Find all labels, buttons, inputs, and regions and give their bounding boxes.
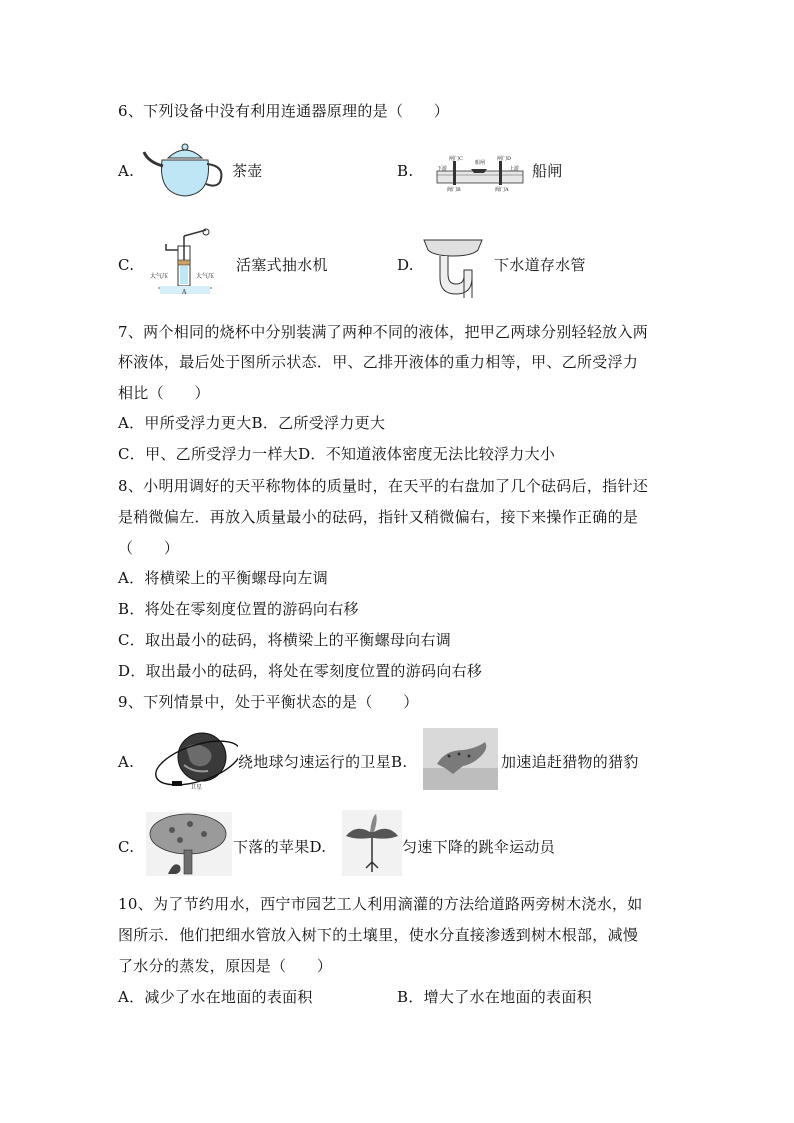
lock-label-boat: 船闸 — [475, 160, 486, 166]
pump-label-right: 大气压 — [196, 273, 215, 280]
q8-option-c: C．取出最小的砝码，将横梁上的平衡螺母向右调 — [118, 631, 452, 649]
q7-options-cd: C．甲、乙所受浮力一样大D．不知道液体密度无法比较浮力大小 — [118, 445, 556, 463]
q6-option-c-text: 活塞式抽水机 — [236, 256, 328, 274]
q7-line-1: 7、两个相同的烧杯中分别装满了两种不同的液体，把甲乙两球分别轻轻放入两 — [118, 323, 649, 341]
teapot-figure — [140, 138, 230, 200]
q10-option-b: B．增大了水在地面的表面积 — [397, 988, 592, 1006]
q10-option-a: A．减少了水在地面的表面积 — [118, 988, 313, 1006]
q7-line-2: 杯液体，最后处于图所示状态．甲、乙排开液体的重力相等，甲、乙所受浮力 — [118, 353, 639, 371]
q9-option-c-text: 下落的苹果D. — [233, 838, 327, 856]
lock-label-downstream: 下游 — [437, 166, 448, 172]
q6-option-d-letter: D. — [397, 256, 414, 274]
q8-line-1: 8、小明用调好的天平称物体的质量时，在天平的右盘加了几个砝码后，指针还 — [118, 477, 649, 495]
satellite-label: 卫星 — [190, 784, 203, 791]
q6-option-a-letter: A. — [118, 162, 135, 180]
piston-pump-figure — [148, 228, 223, 296]
q9-option-a-letter: A. — [118, 753, 135, 771]
q10-line-2: 图所示．他们把细水管放入树下的土壤里，使水分直接渗透到树木根部，减慢 — [118, 926, 639, 944]
apple-tree-figure — [146, 812, 232, 876]
q8-line-2: 是稍微偏左．再放入质量最小的砝码，指针又稍微偏右，接下来操作正确的是 — [118, 508, 639, 526]
q6-option-b-text: 船闸 — [532, 162, 563, 180]
q6-option-c-letter: C. — [118, 256, 135, 274]
q8-line-3: （ ） — [118, 539, 180, 557]
q9-stem: 9、下列情景中，处于平衡状态的是（ ） — [118, 693, 419, 711]
drain-trap-figure — [422, 234, 484, 298]
lock-label-valve-b: 阀门B — [447, 187, 461, 193]
q8-option-a: A．将横梁上的平衡螺母向左调 — [118, 569, 329, 587]
q6-stem: 6、下列设备中没有利用连通器原理的是（ ） — [118, 102, 450, 120]
q8-option-d: D．取出最小的砝码，将处在零刻度位置的游码向右移 — [118, 662, 483, 680]
q6-option-d-text: 下水道存水管 — [494, 256, 586, 274]
satellite-orbit-figure — [146, 725, 238, 797]
q7-line-3: 相比（ ） — [118, 384, 210, 402]
q7-options-ab: A．甲所受浮力更大B．乙所受浮力更大 — [118, 414, 386, 432]
lock-label-gate-c: 闸门C — [449, 156, 463, 162]
q9-option-d-text: 匀速下降的跳伞运动员 — [402, 838, 556, 856]
lock-label-gate-d: 闸门D — [497, 156, 512, 162]
lock-label-upstream: 上游 — [509, 166, 520, 172]
q6-option-a-text: 茶壶 — [232, 162, 263, 180]
q8-option-b: B．将处在零刻度位置的游码向右移 — [118, 600, 359, 618]
q9-option-a-text: 绕地球匀速运行的卫星B. — [238, 753, 408, 771]
parachutist-figure — [342, 810, 402, 876]
ship-lock-figure — [435, 153, 525, 193]
q10-line-1: 10、为了节约用水，西宁市园艺工人利用滴灌的方法给道路两旁树木浇水，如 — [118, 895, 643, 913]
cheetah-photo — [423, 728, 498, 790]
lock-label-valve-a: 阀门A — [495, 187, 509, 193]
q10-line-3: 了水分的蒸发，原因是（ ） — [118, 957, 333, 975]
pump-label-left: 大气压 — [150, 273, 169, 280]
q6-option-b-letter: B. — [397, 162, 414, 180]
q9-option-b-text: 加速追赶猎物的猎豹 — [501, 753, 639, 771]
q9-option-c-letter: C. — [118, 838, 135, 856]
pump-label-bottom: A — [182, 289, 187, 296]
